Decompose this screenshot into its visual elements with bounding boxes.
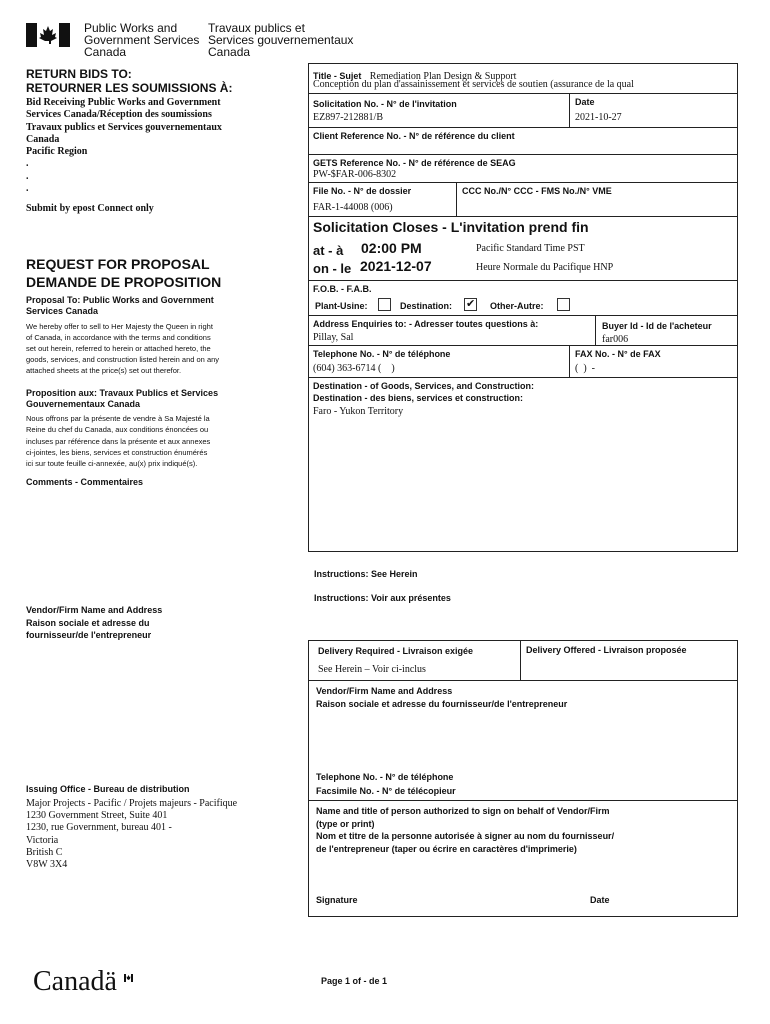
plant-usine-checkbox[interactable] bbox=[378, 298, 391, 311]
return-address bbox=[26, 97, 222, 195]
divider bbox=[308, 345, 738, 346]
offer-fr-line: Reine du chef du Canada, aux conditions énoncées ou bbox=[26, 425, 209, 435]
destination-label-line: Destination - des biens, services et construction: bbox=[313, 393, 524, 403]
authorized-label-line: (type or print) bbox=[316, 818, 375, 829]
signature-date-label: Date bbox=[590, 895, 610, 905]
close-time: 02:00 PM bbox=[361, 240, 422, 256]
other-autre-label: Other-Autre: bbox=[490, 301, 544, 311]
on-label: on - le bbox=[313, 261, 352, 276]
ccc-label: CCC No./N° CCC - FMS No./N° VME bbox=[462, 186, 612, 196]
client-ref-label: Client Reference No. - N° de référence du client bbox=[313, 131, 515, 141]
issuing-office-label: Issuing Office - Bureau de distribution bbox=[26, 784, 190, 794]
destination-value: Faro - Yukon Territory bbox=[313, 406, 404, 417]
vendor-facsimile-label: Facsimile No. - N° de télécopieur bbox=[316, 786, 456, 796]
divider bbox=[308, 182, 738, 183]
divider bbox=[308, 127, 738, 128]
signature-label: Signature bbox=[316, 895, 358, 905]
delivery-required-value: See Herein – Voir ci-inclus bbox=[318, 664, 426, 675]
divider bbox=[569, 345, 570, 377]
authorized-signer-label bbox=[316, 805, 614, 855]
other-autre-checkbox[interactable] bbox=[557, 298, 570, 311]
divider bbox=[308, 377, 738, 378]
checkmark-icon: ✔ bbox=[466, 297, 476, 310]
instructions-fr: Instructions: Voir aux présentes bbox=[314, 593, 451, 603]
proposal-to-line: Services Canada bbox=[26, 306, 99, 316]
authorized-label-line: Nom et titre de la personne autorisée à signer au nom du fournisseur/ bbox=[316, 831, 615, 841]
offer-en-line: set out herein, referred to herein or attached hereto, the bbox=[26, 344, 211, 353]
authorized-label-line: Name and title of person authorized to sign on behalf of Vendor/Firm bbox=[316, 806, 610, 816]
return-bids-en: RETURN BIDS TO: bbox=[26, 67, 132, 81]
title-label: Title - Sujet bbox=[313, 71, 362, 81]
vendor-firm-label bbox=[26, 604, 162, 642]
vendor-name-label-line: Vendor/Firm Name and Address bbox=[316, 686, 453, 696]
divider bbox=[520, 640, 521, 680]
canada-wordmark bbox=[33, 966, 117, 998]
plant-usine-label: Plant-Usine: bbox=[315, 301, 368, 311]
offer-fr-line: Nous offrons par la présente de vendre à Sa Majesté la bbox=[26, 414, 210, 423]
offer-en-line: goods, services, and construction listed herein and on any bbox=[26, 355, 220, 364]
return-address-line: . bbox=[26, 183, 29, 195]
issuing-address-line: V8W 3X4 bbox=[26, 859, 68, 871]
rfp-en: REQUEST FOR PROPOSAL bbox=[26, 256, 210, 272]
destination-label-line: Destination - of Goods, Services, and Construction: bbox=[313, 381, 535, 391]
return-address-line: Services Canada/Réception des soumissions bbox=[26, 109, 212, 121]
delivery-offered-label: Delivery Offered - Livraison proposée bbox=[526, 645, 687, 655]
return-address-line: Canada bbox=[26, 133, 60, 145]
rfp-heading bbox=[26, 255, 221, 291]
proposal-to-label bbox=[26, 295, 214, 317]
return-bids-heading bbox=[26, 67, 232, 95]
address-enquiries-value: Pillay, Sal bbox=[313, 332, 354, 343]
file-no-label: File No. - N° de dossier bbox=[313, 186, 412, 196]
issuing-address-line: 1230, rue Government, bureau 401 - bbox=[26, 822, 172, 834]
divider bbox=[308, 154, 738, 155]
destination-checkbox[interactable] bbox=[464, 298, 477, 311]
buyer-id-value: far006 bbox=[602, 334, 629, 345]
title-value-fr: Conception du plan d'assainissement et services de soutien (assurance de la qual bbox=[313, 79, 634, 90]
dept-fr-line: Canada bbox=[208, 45, 251, 59]
vendor-label-line: fournisseur/de l'entrepreneur bbox=[26, 630, 152, 640]
comments-label: Comments - Commentaires bbox=[26, 477, 144, 487]
divider bbox=[308, 800, 738, 801]
divider bbox=[308, 280, 738, 281]
divider bbox=[308, 93, 738, 94]
file-no-value: FAR-1-44008 (006) bbox=[313, 202, 393, 213]
closes-label: Solicitation Closes - L'invitation prend fin bbox=[313, 219, 589, 235]
department-name-fr bbox=[208, 22, 353, 58]
divider bbox=[595, 315, 596, 345]
solicitation-label: Solicitation No. - N° de l'invitation bbox=[313, 99, 457, 109]
offer-en-line: attached sheets at the price(s) set out therefor. bbox=[26, 366, 182, 375]
return-address-line: . bbox=[26, 158, 29, 170]
time-zone-en: Pacific Standard Time PST bbox=[476, 243, 585, 254]
proposition-label bbox=[26, 388, 218, 410]
delivery-required-label: Delivery Required - Livraison exigée bbox=[318, 646, 474, 656]
vendor-label-line: Vendor/Firm Name and Address bbox=[26, 605, 163, 615]
dept-fr-line: Travaux publics et bbox=[208, 21, 305, 35]
fax-label: FAX No. - N° de FAX bbox=[575, 349, 661, 359]
proposition-line: Gouvernementaux Canada bbox=[26, 399, 141, 409]
date-value: 2021-10-27 bbox=[575, 112, 622, 123]
issuing-office-address bbox=[26, 798, 237, 871]
authorized-label-line: de l'entrepreneur (taper ou écrire en caractères d'imprimerie) bbox=[316, 843, 577, 854]
dept-en-line: Public Works and bbox=[84, 21, 178, 35]
vendor-label-line: Raison sociale et adresse du bbox=[26, 617, 150, 628]
offer-text-en bbox=[26, 321, 286, 376]
return-address-line: Bid Receiving Public Works and Government bbox=[26, 97, 221, 108]
canada-wordmark-text: Canadä bbox=[33, 966, 117, 997]
canada-flag-logo bbox=[26, 23, 70, 47]
divider bbox=[456, 182, 457, 216]
offer-fr-line: ici sur toute feuille ci-annexée, au(x) prix indiqué(s). bbox=[26, 459, 198, 469]
at-label: at - à bbox=[313, 243, 344, 258]
telephone-value: (604) 363-6714 ( ) bbox=[313, 363, 395, 374]
return-bids-fr: RETOURNER LES SOUMISSIONS À: bbox=[26, 81, 233, 95]
dept-fr-line: Services gouvernementaux bbox=[208, 33, 354, 47]
instructions-en: Instructions: See Herein bbox=[314, 569, 418, 579]
return-address-line: Pacific Region bbox=[26, 146, 88, 158]
close-date: 2021-12-07 bbox=[360, 258, 432, 274]
date-label: Date bbox=[575, 97, 595, 107]
vendor-name-address-label bbox=[316, 685, 567, 710]
proposition-line: Proposition aux: Travaux Publics et Services bbox=[26, 388, 219, 398]
rfp-fr: DEMANDE DE PROPOSITION bbox=[26, 274, 222, 290]
time-zone-fr: Heure Normale du Pacifique HNP bbox=[476, 262, 614, 273]
vendor-name-label-line: Raison sociale et adresse du fournisseur/de l'entrepreneur bbox=[316, 698, 568, 709]
offer-text-fr bbox=[26, 413, 286, 469]
gets-ref-label: GETS Reference No. - N° de référence de SEAG bbox=[313, 158, 516, 168]
destination-label: Destination: bbox=[400, 301, 453, 311]
issuing-address-line: Victoria bbox=[26, 834, 59, 846]
buyer-id-label: Buyer Id - Id de l'acheteur bbox=[602, 321, 712, 331]
fax-value: ( ) - bbox=[575, 363, 595, 374]
divider bbox=[308, 315, 738, 316]
title-value: Remediation Plan Design & Support bbox=[369, 71, 517, 82]
return-address-line: Travaux publics et Services gouvernementaux bbox=[26, 121, 222, 133]
submit-note: Submit by epost Connect only bbox=[26, 203, 154, 214]
address-enquiries-label: Address Enquiries to: - Adresser toutes questions à: bbox=[313, 319, 539, 329]
offer-en-line: of Canada, in accordance with the terms and conditions bbox=[26, 333, 211, 342]
issuing-address-line: Major Projects - Pacific / Projets majeurs - Pacifique bbox=[26, 798, 238, 809]
dept-en-line: Canada bbox=[84, 45, 127, 59]
dept-en-line: Government Services bbox=[84, 33, 200, 47]
fob-label: F.O.B. - F.A.B. bbox=[313, 284, 372, 294]
vendor-telephone-label: Telephone No. - N° de téléphone bbox=[316, 772, 454, 782]
destination-goods-label bbox=[313, 380, 534, 404]
department-name-en bbox=[84, 22, 199, 58]
offer-fr-line: ci-jointes, les biens, services et construction énumérés bbox=[26, 447, 208, 457]
solicitation-value: EZ897-212881/B bbox=[313, 112, 383, 123]
divider bbox=[569, 93, 570, 127]
offer-fr-line: incluses par référence dans la présente et aux annexes bbox=[26, 436, 211, 446]
proposal-to-line: Proposal To: Public Works and Government bbox=[26, 295, 214, 305]
issuing-address-line: British C bbox=[26, 846, 63, 858]
gets-ref-value: PW-$FAR-006-8302 bbox=[313, 169, 397, 180]
divider bbox=[308, 680, 738, 681]
telephone-label: Telephone No. - N° de téléphone bbox=[313, 349, 451, 359]
issuing-address-line: 1230 Government Street, Suite 401 bbox=[26, 810, 168, 822]
divider bbox=[308, 216, 738, 217]
page-number: Page 1 of - de 1 bbox=[321, 976, 388, 986]
offer-en-line: We hereby offer to sell to Her Majesty the Queen in right bbox=[26, 322, 213, 331]
return-address-line: . bbox=[26, 170, 29, 182]
wordmark-flag-icon bbox=[124, 969, 133, 977]
